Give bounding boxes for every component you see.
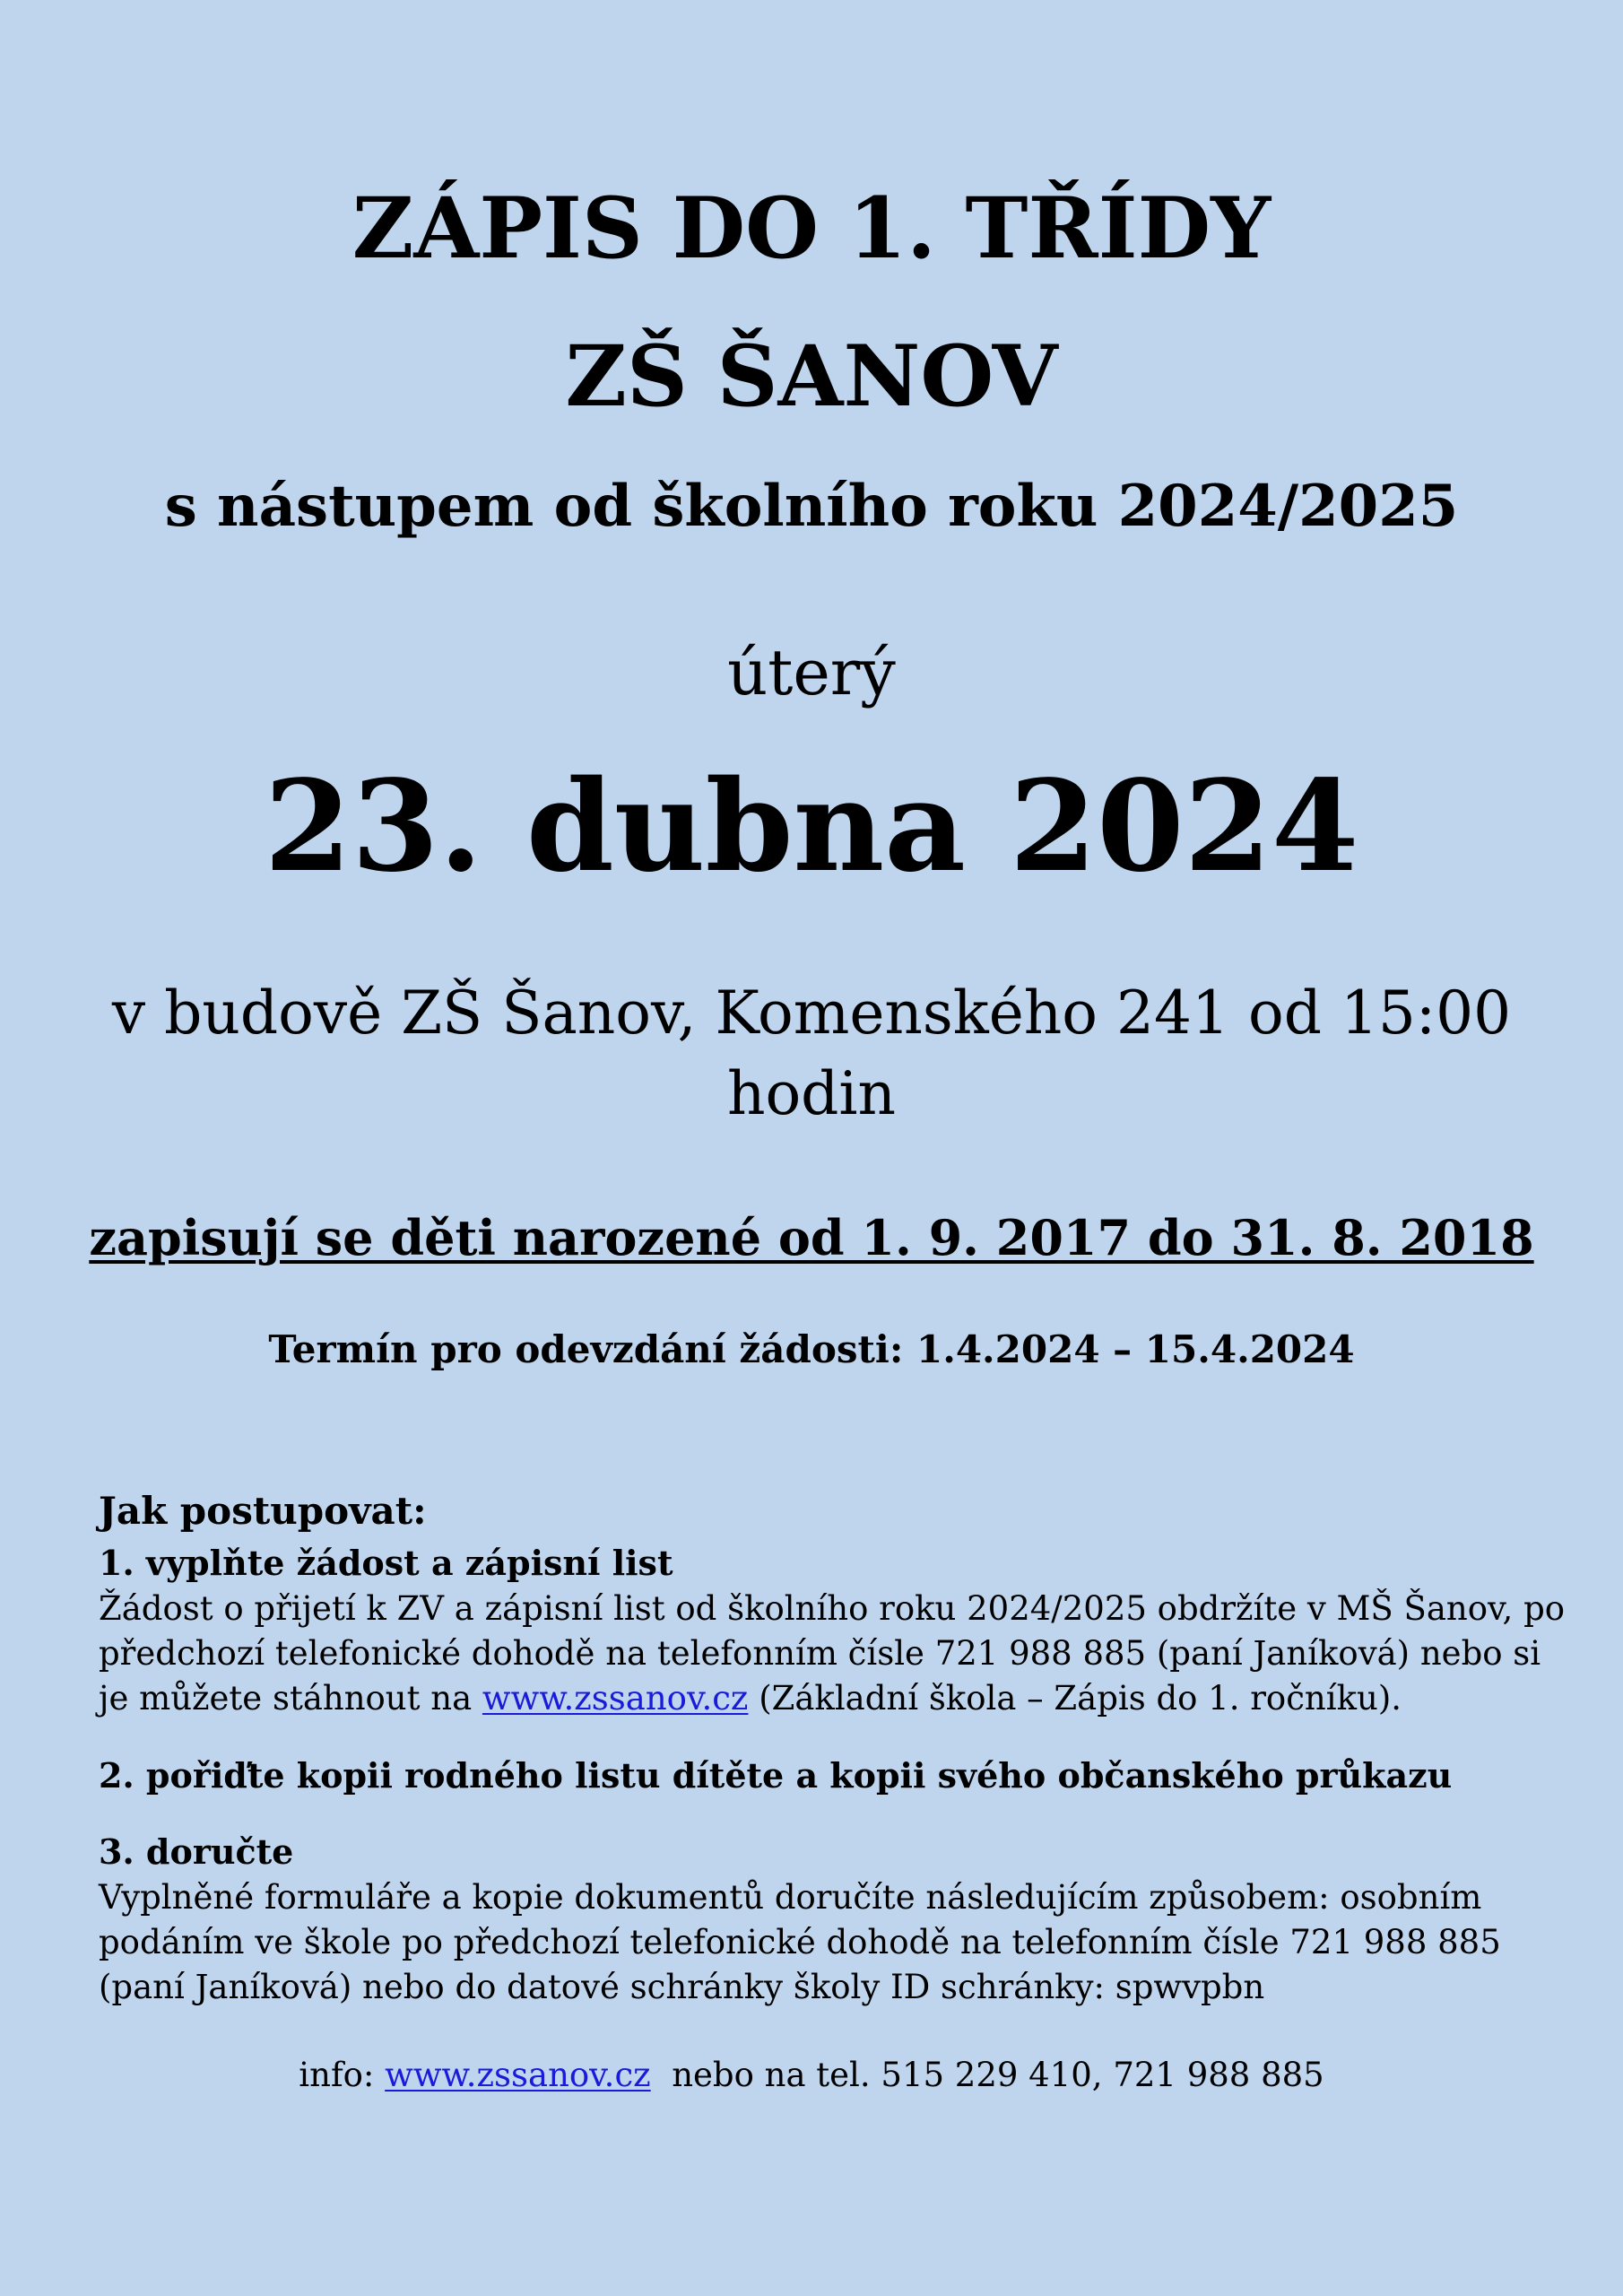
event-weekday: úterý	[727, 636, 896, 709]
info-website-link[interactable]: www.zssanov.cz	[385, 2056, 651, 2094]
eligibility-text: zapisují se děti narozené od 1. 9. 2017 do 31. 8. 2018	[89, 1209, 1534, 1266]
event-place-line-2: hodin	[726, 1059, 897, 1128]
title-line-2: ZŠ ŠANOV	[565, 327, 1058, 426]
step-3-line-2: podáním ve škole po předchozí telefonické dohodě na telefonním čísle 721 988 885	[99, 1923, 1501, 1961]
deadline-text: Termín pro odevzdání žádosti: 1.4.2024 – 15.4.2024	[268, 1327, 1355, 1371]
info-label: info:	[299, 2056, 386, 2094]
step-1-line-3-before: je můžete stáhnout na	[99, 1679, 482, 1718]
steps-heading: Jak postupovat:	[99, 1489, 427, 1533]
step-1-line-1: Žádost o přijetí k ZV a zápisní list od školního roku 2024/2025 obdržíte v MŠ Šanov, po	[99, 1589, 1566, 1628]
eligibility	[0, 1202, 1623, 1274]
step-2-title: 2. pořiďte kopii rodného listu dítěte a kopii svého občanského průkazu	[99, 1755, 1453, 1796]
step-1-line-3-after: (Základní škola – Zápis do 1. ročníku).	[748, 1679, 1402, 1718]
info-phones: nebo na tel. 515 229 410, 721 988 885	[650, 2056, 1324, 2094]
event-date: 23. dubna 2024	[264, 753, 1359, 900]
school-website-link[interactable]: www.zssanov.cz	[482, 1679, 749, 1718]
step-3-line-1: Vyplněné formuláře a kopie dokumentů doručíte následujícím způsobem: osobním	[99, 1878, 1482, 1917]
step-3-line-3: (paní Janíková) nebo do datové schránky školy ID schránky: spwvpbn	[99, 1968, 1265, 2006]
event-place-line-1: v budově ZŠ Šanov, Komenského 241 od 15:00	[111, 978, 1512, 1048]
step-1-title: 1. vyplňte žádost a zápisní list	[99, 1543, 673, 1583]
step-3-title: 3. doručte	[99, 1831, 294, 1872]
step-1-line-3	[99, 1676, 1533, 1721]
subtitle: s nástupem od školního roku 2024/2025	[164, 473, 1459, 540]
info-line	[0, 2052, 1623, 2099]
step-1-line-2: předchozí telefonické dohodě na telefonním čísle 721 988 885 (paní Janíková) nebo si	[99, 1634, 1541, 1673]
title-line-1: ZÁPIS DO 1. TŘÍDY	[352, 179, 1271, 278]
